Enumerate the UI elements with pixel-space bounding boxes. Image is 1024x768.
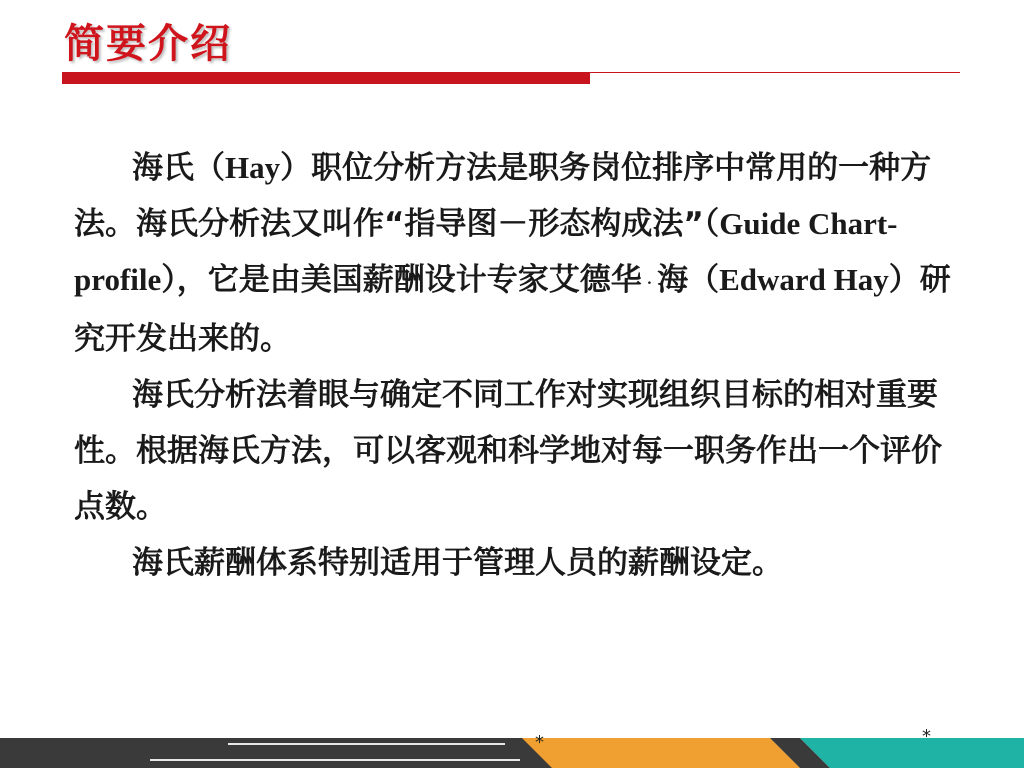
footer-mark-left: *: [535, 732, 544, 753]
text-segment-latin: Edward Hay: [719, 262, 889, 297]
title-underline-bar: [62, 73, 590, 84]
middle-dot: ·: [645, 270, 654, 295]
footer-stripes-graphic: [0, 734, 1024, 768]
text-segment: 海氏薪酬体系特别适用于管理人员的薪酬设定。: [132, 545, 783, 581]
slide-title: 简要介绍: [64, 21, 232, 67]
footer-mark-right: *: [922, 726, 931, 747]
text-segment: ），它是由美国薪酬设计专家艾德华: [161, 262, 642, 298]
text-segment: 海（: [657, 262, 720, 298]
text-segment: ）研究开发出来的。: [74, 262, 951, 357]
footer-decoration: [0, 734, 1024, 768]
text-segment: ）职位分析方法是职务岗位排序中常用的一种方法。海氏分析法又叫作“指导图－形态构成法”（: [74, 150, 932, 242]
text-segment: 海氏（: [132, 150, 225, 186]
text-segment-latin: Hay: [225, 150, 281, 185]
footer-orange-band: [522, 738, 800, 768]
paragraph-hay-intro: [74, 140, 954, 367]
paragraph-hay-application: [74, 535, 954, 591]
body-text: [74, 140, 954, 591]
text-segment-latin: Guide Chart-profile: [74, 206, 898, 297]
footer-teal-band: [800, 738, 1024, 768]
paragraph-hay-purpose: [74, 367, 954, 535]
footer-dark-band: [0, 738, 555, 768]
text-segment: 海氏分析法着眼与确定不同工作对实现组织目标的相对重要性。根据海氏方法，可以客观和科学地对每一职务作出一个评价点数。: [74, 377, 942, 525]
